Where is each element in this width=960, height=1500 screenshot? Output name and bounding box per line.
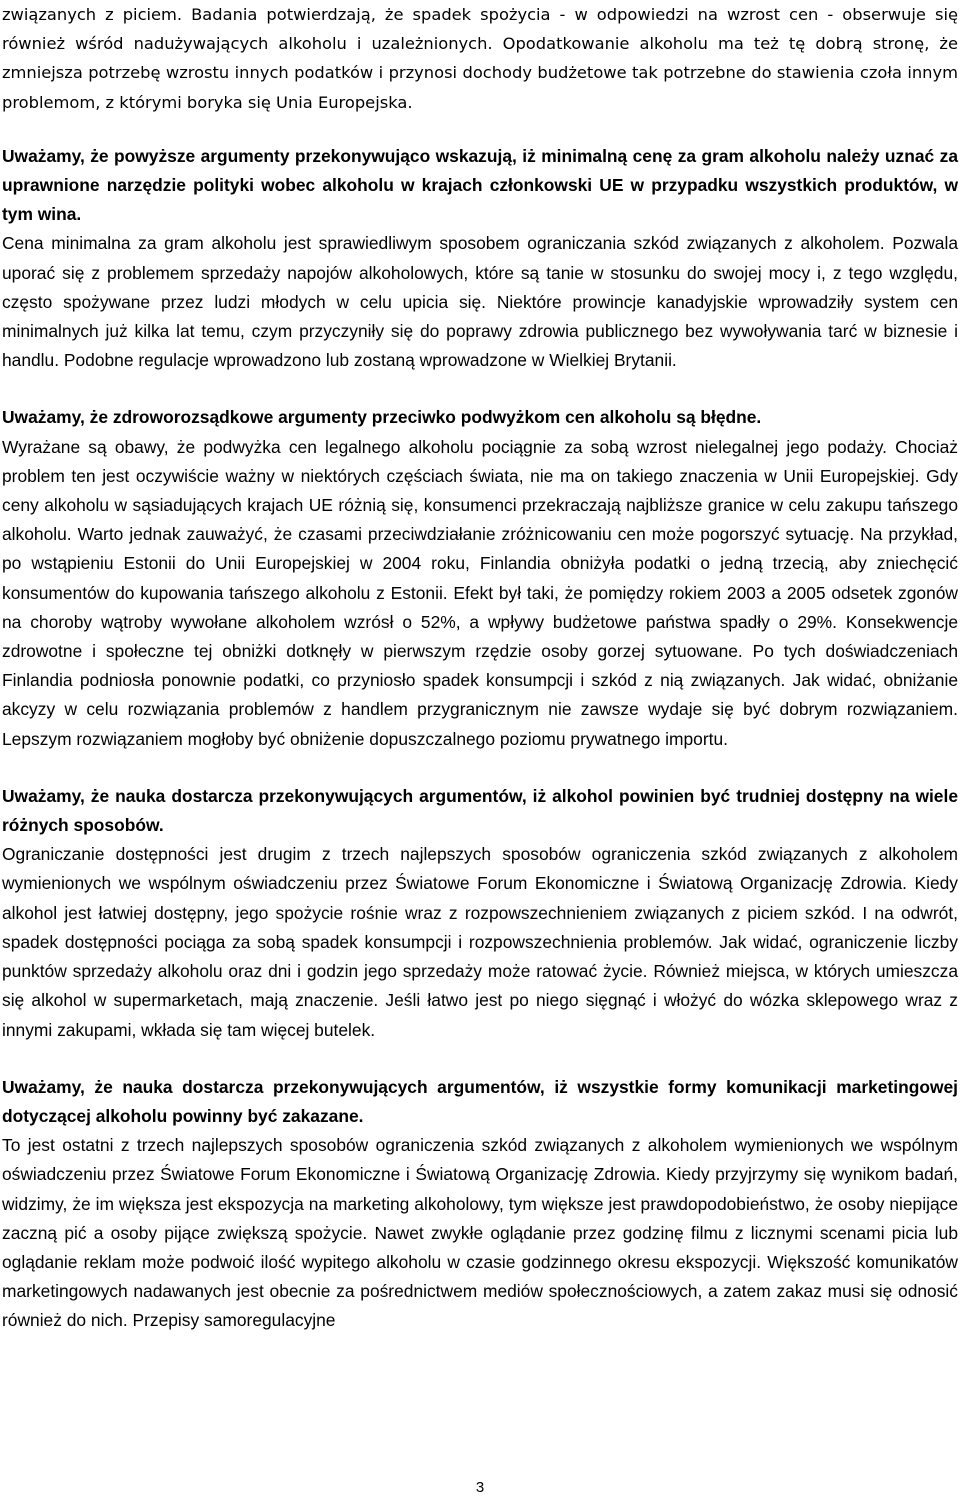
intro-paragraph: związanych z piciem. Badania potwierdzają, że spadek spożycia - w odpowiedzi na wzrost cen - obserwuje się również wśród nadużywających alkoholu i uzależnionych. Opodatkowanie alkoholu ma też tę dobrą stronę, że zmniejsza potrzebę wzrostu innych podatków i przynosi dochody budżetowe tak potrzebne do stawienia czoła innym problemom, z którymi boryka się Unia Europejska.: [2, 5, 958, 112]
section-marketing: [2, 1073, 958, 1336]
section-availability: [2, 782, 958, 1045]
document-content: [2, 0, 958, 1336]
section-body: Cena minimalna za gram alkoholu jest sprawiedliwym sposobem ograniczania szkód związanych z alkoholem. Pozwala uporać się z problemem sprzedaży napojów alkoholowych, które są tanie w stosunku do swojej mocy i, z tego względu, często spożywane przez ludzi młodych w celu upicia się. Niektóre prowincje kanadyjskie wprowadziły system cen minimalnych już kilka lat temu, czym przyczyniły się do poprawy zdrowia publicznego bez wywoływania tarć w biznesie i handlu. Podobne regulacje wprowadzono lub zostaną wprowadzone w Wielkiej Brytanii.: [2, 233, 958, 371]
section-price-arguments: [2, 403, 958, 753]
section-body: Ograniczanie dostępności jest drugim z trzech najlepszych sposobów ograniczenia szkód związanych z alkoholem wymienionych we wspólnym oświadczeniu przez Światowe Forum Ekonomiczne i Światową Organizację Zdrowia. Kiedy alkohol jest łatwiej dostępny, jego spożycie rośnie wraz z rozpowszechnieniem związanych z piciem szkód. I na odwrót, spadek dostępności pociąga za sobą spadek konsumpcji i rozpowszechnienia problemów. Jak widać, ograniczenie liczby punktów sprzedaży alkoholu oraz dni i godzin jego sprzedaży może ratować życie. Również miejsca, w których umieszcza się alkohol w supermarketach, mają znaczenie. Jeśli łatwo jest po niego sięgnąć i włożyć do wózka sklepowego wraz z innymi zakupami, wkłada się tam więcej butelek.: [2, 844, 958, 1040]
section-heading: Uważamy, że nauka dostarcza przekonywujących argumentów, iż alkohol powinien być trudniej dostępny na wiele różnych sposobów.: [2, 785, 958, 836]
section-minimum-price: [2, 142, 958, 376]
section-heading: Uważamy, że nauka dostarcza przekonywujących argumentów, iż wszystkie formy komunikacji marketingowej dotyczącej alkoholu powinny być zakazane.: [2, 1076, 958, 1126]
section-heading: Uważamy, że powyższe argumenty przekonywująco wskazują, iż minimalną cenę za gram alkoholu należy uznać za uprawnione narzędzie polityki wobec alkoholu w krajach członkowski UE w przypadku wszystkich produktów, w tym wina.: [2, 145, 958, 225]
section-heading: Uważamy, że zdroworozsądkowe argumenty przeciwko podwyżkom cen alkoholu są błędne.: [2, 407, 762, 428]
page-number: 3: [475, 1479, 485, 1496]
section-body: Wyrażane są obawy, że podwyżka cen legalnego alkoholu pociągnie za sobą wzrost nielegalnej jego podaży. Chociaż problem ten jest oczywiście ważny w niektórych częściach świata, nie ma on takiego znaczenia w Unii Europejskiej. Gdy ceny alkoholu w sąsiadujących krajach UE różnią się, konsumenci przekraczają najbliższe granice w celu zakupu tańszego alkoholu. Warto jednak zauważyć, że czasami przeciwdziałanie zróżnicowaniu cen może pogorszyć sytuację. Na przykład, po wstąpieniu Estonii do Unii Europejskiej w 2004 roku, Finlandia obniżyła podatki o jedną trzecią, aby zniechęcić konsumentów do kupowania tańszego alkoholu z Estonii. Efekt był taki, że pomiędzy rokiem 2003 a 2005 odsetek zgonów na choroby wątroby wywołane alkoholem wzrósł o 52%, a wpływy budżetowe państwa spadły o 29%. Konsekwencje zdrowotne i społeczne tej obniżki dotknęły w pierwszym rzędzie osoby gorzej sytuowane. Po tych doświadczeniach Finlandia podniosła ponownie podatki, co przyniosło spadek konsumpcji i szkód z nią związanych. Jak widać, obniżanie akcyzy w celu rozwiązania problemów z handlem przygranicznym nie zawsze wydaje się być dobrym rozwiązaniem. Lepszym rozwiązaniem mogłoby być obniżenie dopuszczalnego poziomu prywatnego importu.: [2, 436, 958, 749]
section-body: To jest ostatni z trzech najlepszych sposobów ograniczenia szkód związanych z alkoholem wymienionych we wspólnym oświadczeniu przez Światowe Forum Ekonomiczne i Światową Organizację Zdrowia. Kiedy przyjrzymy się wynikom badań, widzimy, że im większa jest ekspozycja na marketing alkoholowy, tym większe jest prawdopodobieństwo, że osoby niepijące zaczną pić a osoby pijące zwiększą spożycie. Nawet zwykłe oglądanie przez godzinę filmu z licznymi scenami picia lub oglądanie reklam może podwoić ilość wypitego alkoholu w czasie godzinnego okresu ekspozycji. Większość komunikatów marketingowych nadawanych jest obecnie za pośrednictwem mediów społecznościowych, a zatem zakaz musi się odnosić również do nich. Przepisy samoregulacyjne: [2, 1135, 958, 1331]
